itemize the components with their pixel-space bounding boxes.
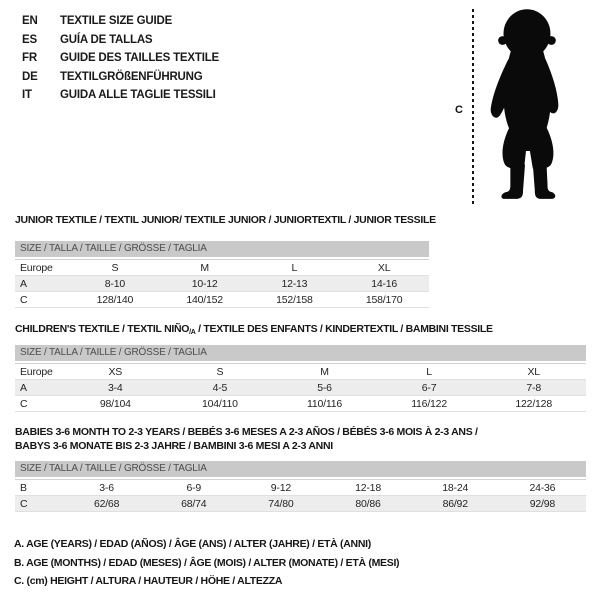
size-value-cell: 116/122 [377,396,482,412]
babies-size-table [15,479,586,512]
children-size-table [15,363,586,412]
junior-section-heading: JUNIOR TEXTILE / TEXTIL JUNIOR/ TEXTILE JUNIOR / JUNIORTEXTIL / JUNIOR TESSILE [15,214,436,226]
language-row-en [22,12,219,31]
size-value-cell: 8-10 [70,276,160,292]
babies-heading-line1: BABIES 3-6 MONTH TO 2-3 YEARS / BEBÉS 3-6 MESES A 2-3 AÑOS / BÉBÉS 3-6 MOIS À 2-3 ANS / [15,426,478,438]
size-value-cell: 80/86 [324,496,411,512]
size-value-cell: 4-5 [168,380,273,396]
size-value-cell: 74/80 [237,496,324,512]
language-code: FR [22,52,37,64]
size-value-cell: 7-8 [481,380,586,396]
size-value-cell: 128/140 [70,292,160,308]
size-value-cell: 104/110 [168,396,273,412]
table-row [15,276,429,292]
note-line-a: A. AGE (YEARS) / EDAD (AÑOS) / ÂGE (ANS) / ALTER (JAHRE) / ETÀ (ANNI) [14,538,371,550]
note-line-c: C. (cm) HEIGHT / ALTURA / HAUTEUR / HÖHE / ALTEZZA [14,575,283,587]
language-row-de [22,68,219,87]
height-dashed-line [472,9,474,207]
language-code: ES [22,33,37,46]
language-title: GUÍA DE TALLAS [60,33,153,46]
table-row [15,364,586,380]
row-label-cell: A [15,276,70,292]
language-code: DE [22,70,38,83]
language-list [22,12,219,105]
babies-size-header-bar: SIZE / TALLA / TAILLE / GRÖSSE / TAGLIA [15,461,586,477]
size-value-cell: L [250,260,340,276]
table-row [15,380,586,396]
children-heading-pre: CHILDREN'S TEXTILE / TEXTIL NIÑO [15,323,190,335]
language-title: TEXTILGRÖßENFÜHRUNG [60,70,203,83]
row-label-cell: C [15,396,63,412]
table-row [15,396,586,412]
figure-height-label: C [455,104,463,116]
size-value-cell: 140/152 [160,292,250,308]
size-value-cell: 14-16 [339,276,429,292]
size-value-cell: 24-36 [499,480,586,496]
children-heading-sub: /A [189,329,196,336]
size-value-cell: 110/116 [272,396,377,412]
size-value-cell: 6-7 [377,380,482,396]
junior-size-header-bar: SIZE / TALLA / TAILLE / GRÖSSE / TAGLIA [15,241,429,257]
size-value-cell: 92/98 [499,496,586,512]
size-value-cell: S [70,260,160,276]
measurement-notes [14,535,399,591]
note-line-b: B. AGE (MONTHS) / EDAD (MESES) / ÂGE (MOIS) / ALTER (MONATE) / ETÀ (MESI) [14,556,400,569]
size-value-cell: 3-6 [63,480,150,496]
children-section-heading [15,323,493,340]
size-value-cell: 18-24 [412,480,499,496]
size-value-cell: XL [339,260,429,276]
size-value-cell: 62/68 [63,496,150,512]
row-label-cell: B [15,480,63,496]
language-row-it [22,86,219,105]
babies-heading-line2: BABYS 3-6 MONATE BIS 2-3 JAHRE / BAMBINI 3-6 MESI A 2-3 ANNI [15,439,333,452]
size-value-cell: M [160,260,250,276]
size-value-cell: 6-9 [150,480,237,496]
language-title: GUIDA ALLE TAGLIE TESSILI [60,89,216,101]
size-value-cell: XL [481,364,586,380]
size-value-cell: 12-13 [250,276,340,292]
language-title: GUIDE DES TAILLES TEXTILE [60,52,219,64]
size-value-cell: XS [63,364,168,380]
size-value-cell: 12-18 [324,480,411,496]
table-row [15,480,586,496]
size-value-cell: S [168,364,273,380]
row-label-cell: Europe [15,260,70,276]
language-title: TEXTILE SIZE GUIDE [60,15,173,27]
size-value-cell: M [272,364,377,380]
children-heading-post: / TEXTILE DES ENFANTS / KINDERTEXTIL / BAMBINI TESSILE [195,323,493,335]
size-value-cell: 3-4 [63,380,168,396]
row-label-cell: C [15,292,70,308]
table-row [15,260,429,276]
row-label-cell: Europe [15,364,63,380]
language-code: IT [22,89,32,101]
size-value-cell: 9-12 [237,480,324,496]
table-row [15,496,586,512]
size-value-cell: 98/104 [63,396,168,412]
table-row [15,292,429,308]
junior-size-table [15,259,429,308]
size-value-cell: 10-12 [160,276,250,292]
language-code: EN [22,15,38,27]
size-value-cell: L [377,364,482,380]
language-row-fr [22,49,219,68]
row-label-cell: A [15,380,63,396]
children-size-header-bar: SIZE / TALLA / TAILLE / GRÖSSE / TAGLIA [15,345,586,361]
size-value-cell: 86/92 [412,496,499,512]
toddler-silhouette-icon [482,6,570,207]
language-row-es [22,31,219,50]
size-value-cell: 68/74 [150,496,237,512]
row-label-cell: C [15,496,63,512]
babies-section-heading [15,426,478,453]
size-value-cell: 122/128 [481,396,586,412]
size-value-cell: 152/158 [250,292,340,308]
size-value-cell: 158/170 [339,292,429,308]
size-value-cell: 5-6 [272,380,377,396]
